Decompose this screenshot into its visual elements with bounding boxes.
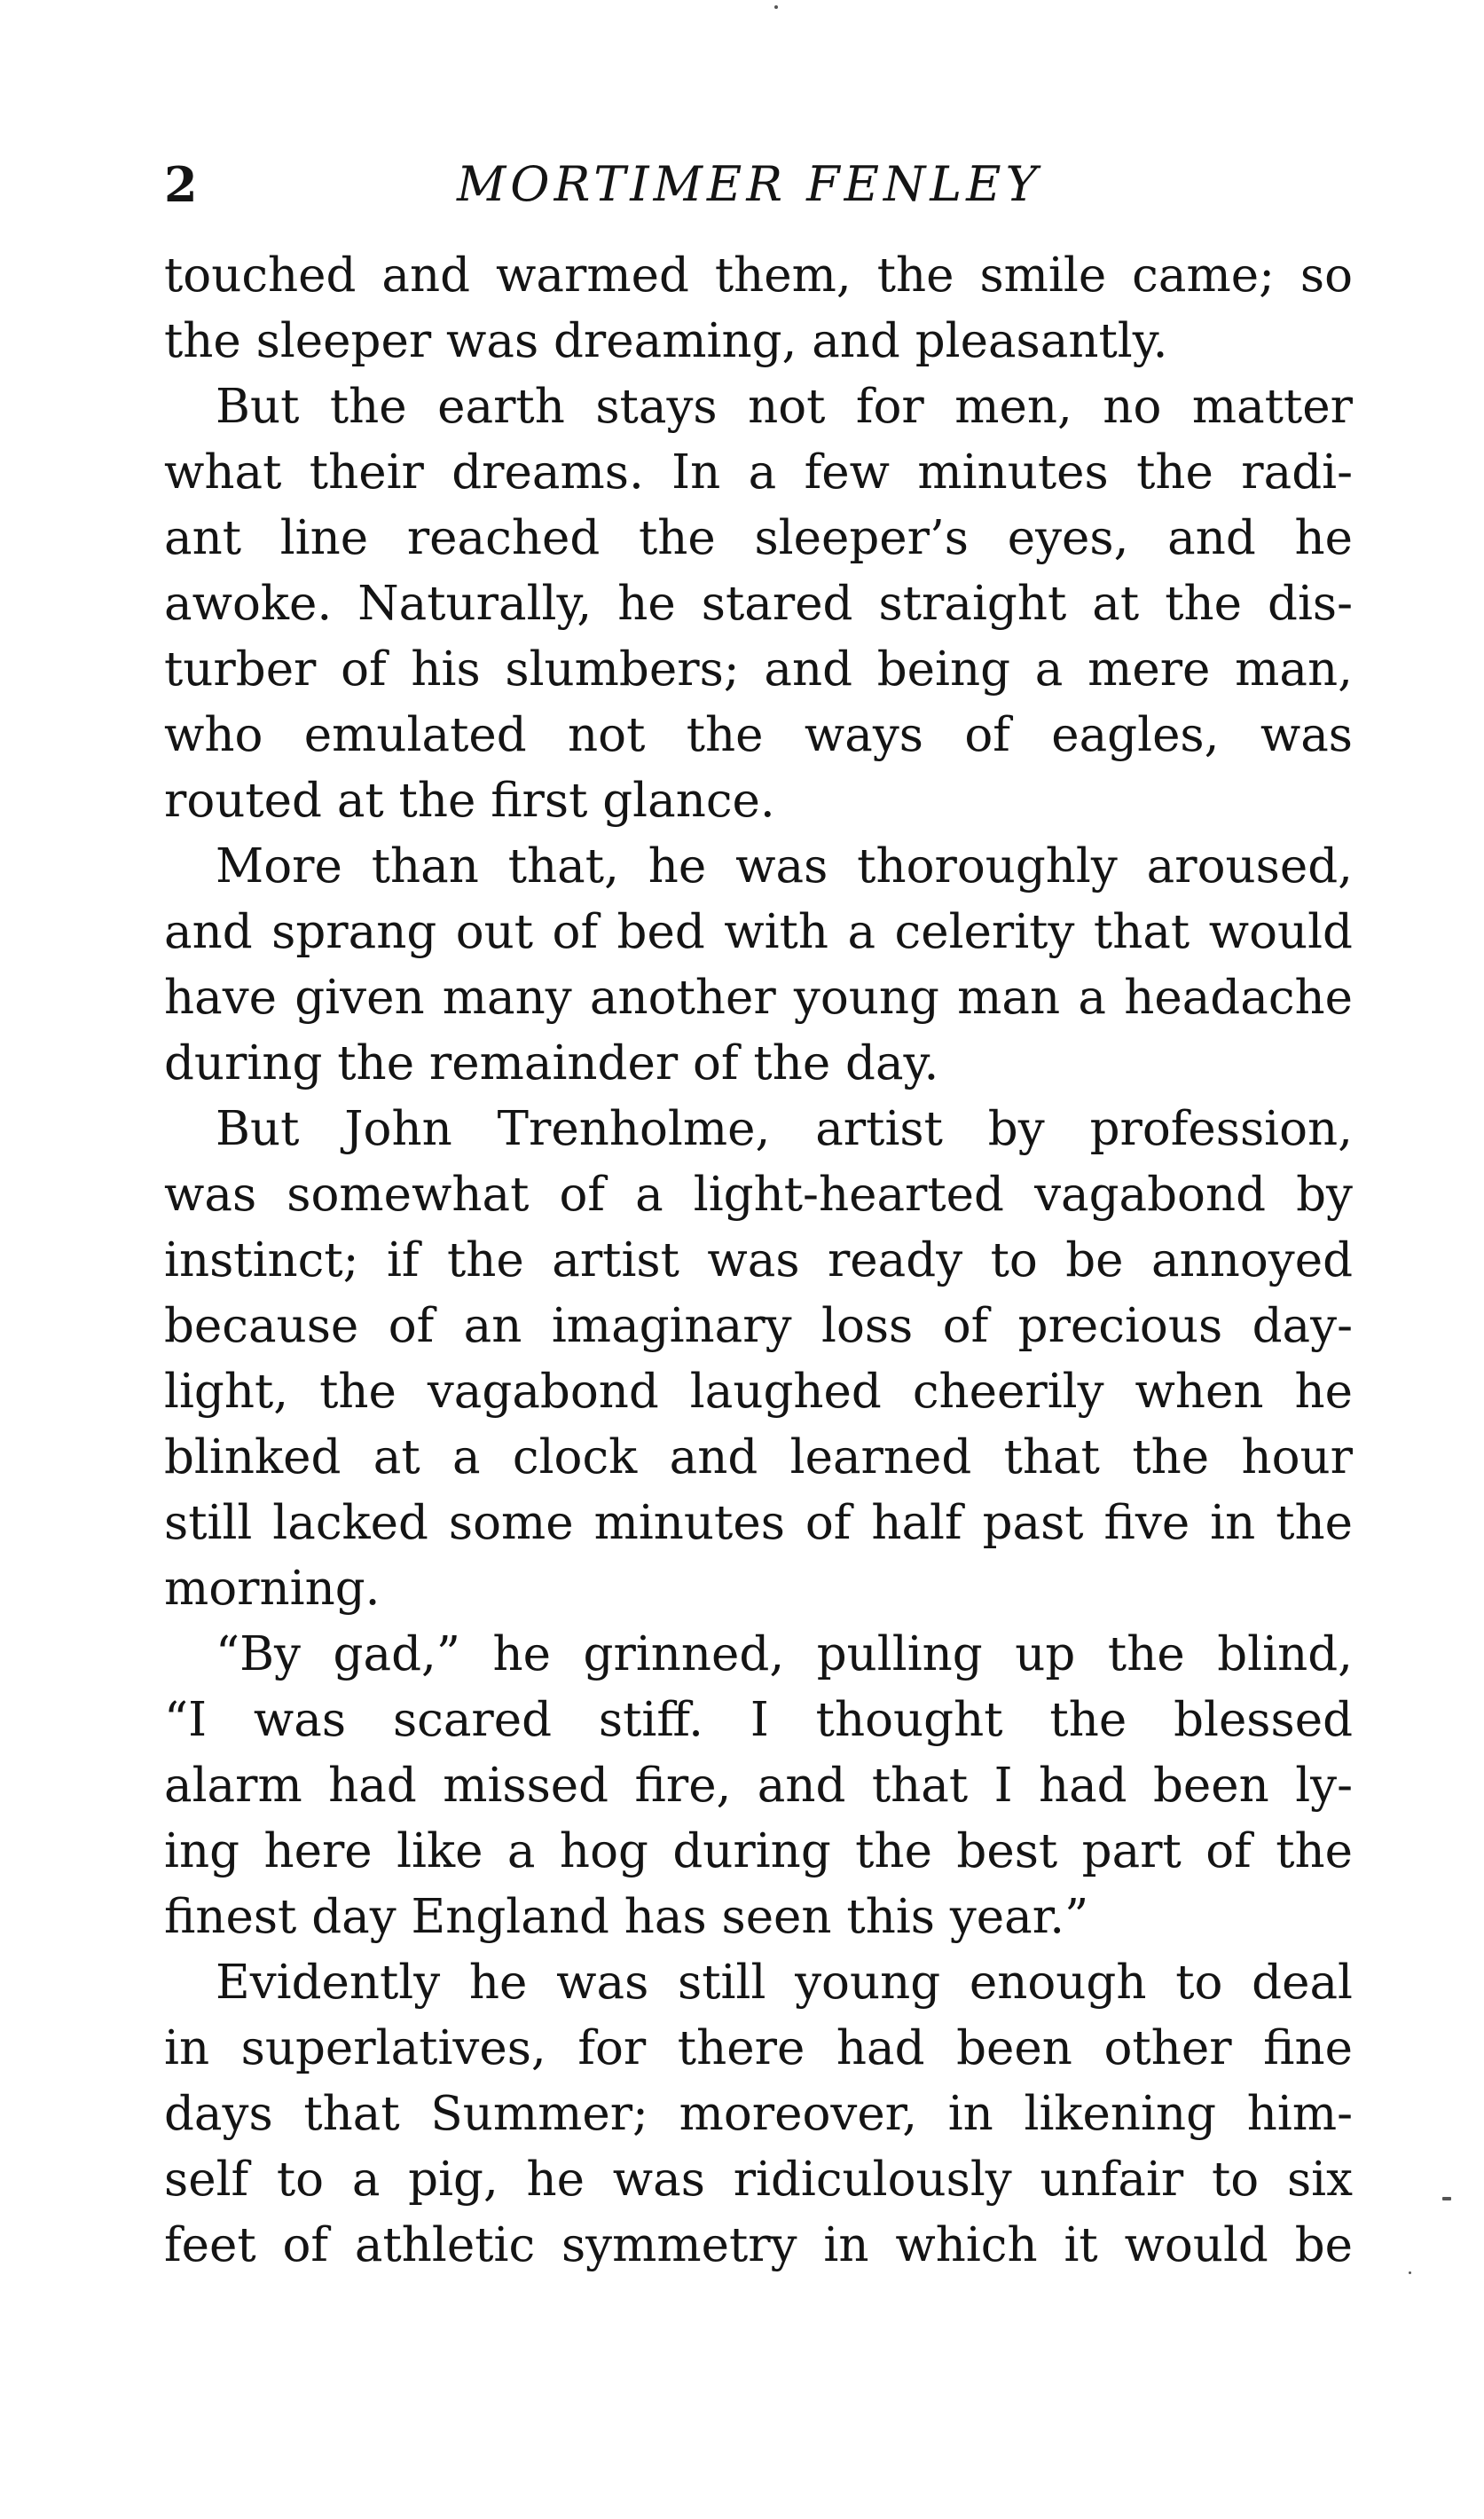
text-line: alarm had missed fire, and that I had been ly- (164, 1759, 1353, 1813)
text-line: touched and warmed them, the smile came; so (164, 248, 1353, 303)
text-line: during the remainder of the day. (164, 1036, 939, 1090)
text-line: routed at the first glance. (164, 774, 775, 828)
text-line: morning. (164, 1562, 381, 1616)
text-line: because of an imaginary loss of precious day- (164, 1299, 1353, 1353)
text-line: “By gad,” he grinned, pulling up the blind, (216, 1627, 1353, 1681)
text-line: ing here like a hog during the best part of the (164, 1824, 1353, 1878)
text-line: have given many another young man a headache (164, 971, 1353, 1025)
running-title: MORTIMER FENLEY (457, 156, 1042, 212)
text-line: turber of his slumbers; and being a mere man, (164, 642, 1353, 697)
page-header (164, 149, 1353, 220)
text-line: what their dreams. In a few minutes the radi- (164, 445, 1353, 500)
text-line: feet of athletic symmetry in which it would be (164, 2218, 1353, 2272)
text-line: self to a pig, he was ridiculously unfair to six (164, 2153, 1353, 2207)
text-line: awoke. Naturally, he stared straight at the dis- (164, 577, 1353, 631)
text-line: “I was scared stiff. I thought the blessed (164, 1693, 1353, 1747)
page-number: 2 (164, 156, 198, 213)
text-line: who emulated not the ways of eagles, was (164, 708, 1353, 762)
text-line: instinct; if the artist was ready to be annoyed (164, 1233, 1353, 1287)
text-line: More than that, he was thoroughly aroused, (216, 839, 1353, 893)
text-line: light, the vagabond laughed cheerily when he (164, 1365, 1353, 1419)
text-line: still lacked some minutes of half past five in the (164, 1496, 1353, 1550)
print-speck (774, 5, 778, 9)
text-line: But John Trenholme, artist by profession, (216, 1102, 1353, 1156)
body-text (164, 243, 1353, 2279)
text-line: was somewhat of a light-hearted vagabond by (164, 1168, 1353, 1222)
text-line: in superlatives, for there had been other fine (164, 2021, 1353, 2075)
print-speck (1442, 2197, 1451, 2200)
text-line: blinked at a clock and learned that the hour (164, 1430, 1353, 1484)
text-line: ant line reached the sleeper’s eyes, and he (164, 511, 1353, 565)
text-line: days that Summer; moreover, in likening him- (164, 2087, 1353, 2141)
text-line: the sleeper was dreaming, and pleasantly. (164, 314, 1168, 368)
text-line: But the earth stays not for men, no matter (216, 380, 1353, 434)
text-line: Evidently he was still young enough to deal (216, 1956, 1353, 2010)
print-speck (1409, 2271, 1411, 2274)
text-line: and sprang out of bed with a celerity that would (164, 905, 1353, 959)
text-line: finest day England has seen this year.” (164, 1890, 1089, 1944)
